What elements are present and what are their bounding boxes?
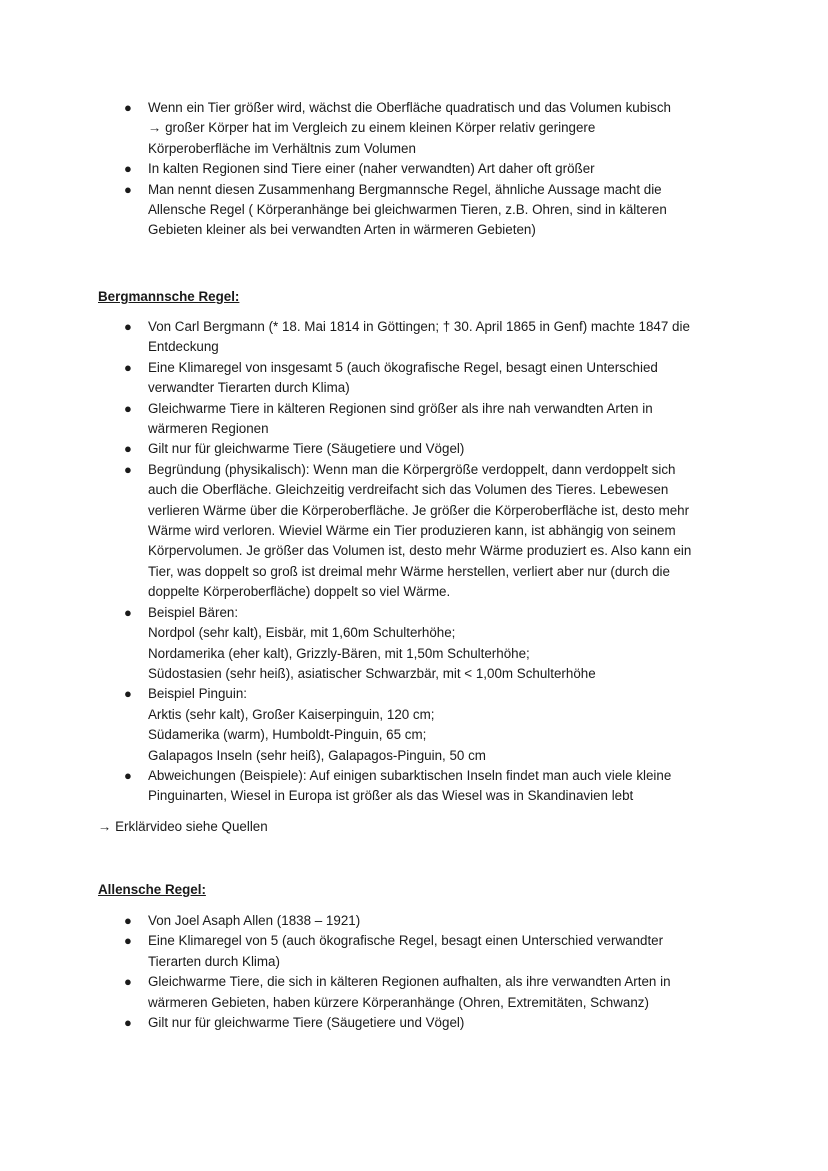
bergmann-bullet-list bbox=[0, 317, 760, 807]
list-item-text-line: verwandter Tierarten durch Klima) bbox=[148, 380, 350, 396]
bullet-dot-icon: ● bbox=[124, 686, 132, 702]
list-item-text-line: Gilt nur für gleichwarme Tiere (Säugetiere und Vögel) bbox=[148, 441, 465, 457]
list-item-text-line: Gleichwarme Tiere, die sich in kälteren Regionen aufhalten, als ihre verwandten Arten in bbox=[148, 974, 671, 990]
list-item-text-line: Wärme wird verloren. Wieviel Wärme ein Tier produzieren kann, ist abhängig von seinem bbox=[148, 523, 676, 539]
bullet-dot-icon: ● bbox=[124, 100, 132, 115]
list-item-text-line: doppelte Körperoberfläche) doppelt so viel Wärme. bbox=[148, 584, 451, 600]
list-item-text-line: Beispiel Bären: bbox=[148, 604, 239, 620]
list-item-text-line: verlieren Wärme über die Körperoberfläche. Je größer die Körperoberfläche ist, desto mehr bbox=[148, 502, 690, 518]
list-item-text-line: Wenn ein Tier größer wird, wächst die Oberfläche quadratisch und das Volumen kubisch bbox=[148, 100, 672, 115]
list-item-text-line: Körpervolumen. Je größer das Volumen ist, desto mehr Wärme produziert es. Also kann ein bbox=[148, 543, 692, 559]
list-item bbox=[0, 460, 760, 603]
list-item-text-line: Körperoberfläche im Verhältnis zum Volumen bbox=[148, 140, 416, 156]
list-item bbox=[0, 972, 760, 1013]
list-item bbox=[0, 766, 760, 807]
intro-bullet-list bbox=[0, 98, 760, 241]
list-item-text-line: Beispiel Pinguin: bbox=[148, 686, 248, 702]
list-item-text-line: Eine Klimaregel von 5 (auch ökografische Regel, besagt einen Unterschied verwandter bbox=[148, 933, 664, 949]
list-item-text-line: wärmeren Gebieten, haben kürzere Körperanhänge (Ohren, Extremitäten, Schwanz) bbox=[148, 994, 649, 1010]
list-item-text-line: Entdeckung bbox=[148, 339, 219, 355]
bullet-dot-icon: ● bbox=[124, 441, 132, 457]
list-item-text-line: Allensche Regel ( Körperanhänge bei gleichwarmen Tieren, z.B. Ohren, sind in kälteren bbox=[148, 202, 667, 218]
list-item-text-line: Abweichungen (Beispiele): Auf einigen subarktischen Inseln findet man auch viele kleine bbox=[148, 767, 672, 783]
list-item bbox=[0, 911, 760, 931]
list-item-text-line: Von Joel Asaph Allen (1838 – 1921) bbox=[148, 913, 361, 928]
bullet-dot-icon: ● bbox=[124, 461, 132, 477]
bullet-dot-icon: ● bbox=[124, 1015, 132, 1031]
bullet-dot-icon: ● bbox=[124, 359, 132, 375]
list-item-text-line: wärmeren Regionen bbox=[148, 421, 269, 437]
list-item-text-line: → großer Körper hat im Vergleich zu einem kleinen Körper relativ geringere bbox=[148, 120, 596, 136]
list-item-text-line: Südostasien (sehr heiß), asiatischer Schwarzbär, mit < 1,00m Schulterhöhe bbox=[148, 665, 596, 681]
allen-heading: Allensche Regel: bbox=[98, 882, 206, 897]
list-item-text-line: Tier, was doppelt so groß ist dreimal mehr Wärme herstellen, verliert aber nur (durch die bbox=[148, 563, 670, 579]
bullet-dot-icon: ● bbox=[124, 400, 132, 416]
list-item bbox=[0, 98, 760, 159]
list-item-text-line: Gebieten kleiner als bei verwandten Arten in wärmeren Gebieten) bbox=[148, 222, 536, 238]
list-item-text-line: Nordpol (sehr kalt), Eisbär, mit 1,60m Schulterhöhe; bbox=[148, 625, 456, 641]
bullet-dot-icon: ● bbox=[124, 319, 132, 334]
list-item-text-line: Von Carl Bergmann (* 18. Mai 1814 in Göttingen; † 30. April 1865 in Genf) machte 1847 die bbox=[148, 319, 690, 334]
bullet-dot-icon: ● bbox=[124, 767, 132, 783]
list-item-text-line: auch die Oberfläche. Gleichzeitig verdreifacht sich das Volumen des Tieres. Lebewesen bbox=[148, 482, 669, 498]
bullet-dot-icon: ● bbox=[124, 933, 132, 949]
list-item-text-line: Pinguinarten, Wiesel in Europa ist größer als das Wiesel was in Skandinavien lebt bbox=[148, 788, 634, 804]
list-item bbox=[0, 603, 760, 685]
list-item-text-line: Man nennt diesen Zusammenhang Bergmannsche Regel, ähnliche Aussage macht die bbox=[148, 181, 662, 197]
bullet-dot-icon: ● bbox=[124, 161, 132, 177]
bullet-dot-icon: ● bbox=[124, 974, 132, 990]
list-item-text-line: Begründung (physikalisch): Wenn man die Körpergröße verdoppelt, dann verdoppelt sich bbox=[148, 461, 676, 477]
list-item bbox=[0, 684, 760, 766]
list-item bbox=[0, 399, 760, 440]
list-item-text-line: Tierarten durch Klima) bbox=[148, 953, 280, 969]
list-item bbox=[0, 439, 760, 459]
list-item-text-line: Gleichwarme Tiere in kälteren Regionen sind größer als ihre nah verwandten Arten in bbox=[148, 400, 653, 416]
list-item bbox=[0, 358, 760, 399]
list-item-text-line: Gilt nur für gleichwarme Tiere (Säugetiere und Vögel) bbox=[148, 1015, 465, 1031]
list-item bbox=[0, 159, 760, 179]
list-item-text-line: Südamerika (warm), Humboldt-Pinguin, 65 cm; bbox=[148, 727, 427, 743]
list-item bbox=[0, 931, 760, 972]
bullet-dot-icon: ● bbox=[124, 604, 132, 620]
list-item bbox=[0, 1013, 760, 1033]
list-item-text-line: Eine Klimaregel von insgesamt 5 (auch ökografische Regel, besagt einen Unterschied bbox=[148, 359, 658, 375]
bullet-dot-icon: ● bbox=[124, 181, 132, 197]
bergmann-heading: Bergmannsche Regel: bbox=[98, 289, 240, 304]
list-item-text-line: Nordamerika (eher kalt), Grizzly-Bären, mit 1,50m Schulterhöhe; bbox=[148, 645, 530, 661]
list-item-text-line: In kalten Regionen sind Tiere einer (naher verwandten) Art daher oft größer bbox=[148, 161, 595, 177]
bullet-dot-icon: ● bbox=[124, 913, 132, 928]
list-item bbox=[0, 180, 760, 241]
list-item bbox=[0, 317, 760, 358]
video-note: → Erklärvideo siehe Quellen bbox=[98, 819, 268, 834]
list-item-text-line: Galapagos Inseln (sehr heiß), Galapagos-Pinguin, 50 cm bbox=[148, 747, 486, 763]
list-item-text-line: Arktis (sehr kalt), Großer Kaiserpinguin, 120 cm; bbox=[148, 706, 435, 722]
allen-bullet-list bbox=[0, 911, 760, 1033]
